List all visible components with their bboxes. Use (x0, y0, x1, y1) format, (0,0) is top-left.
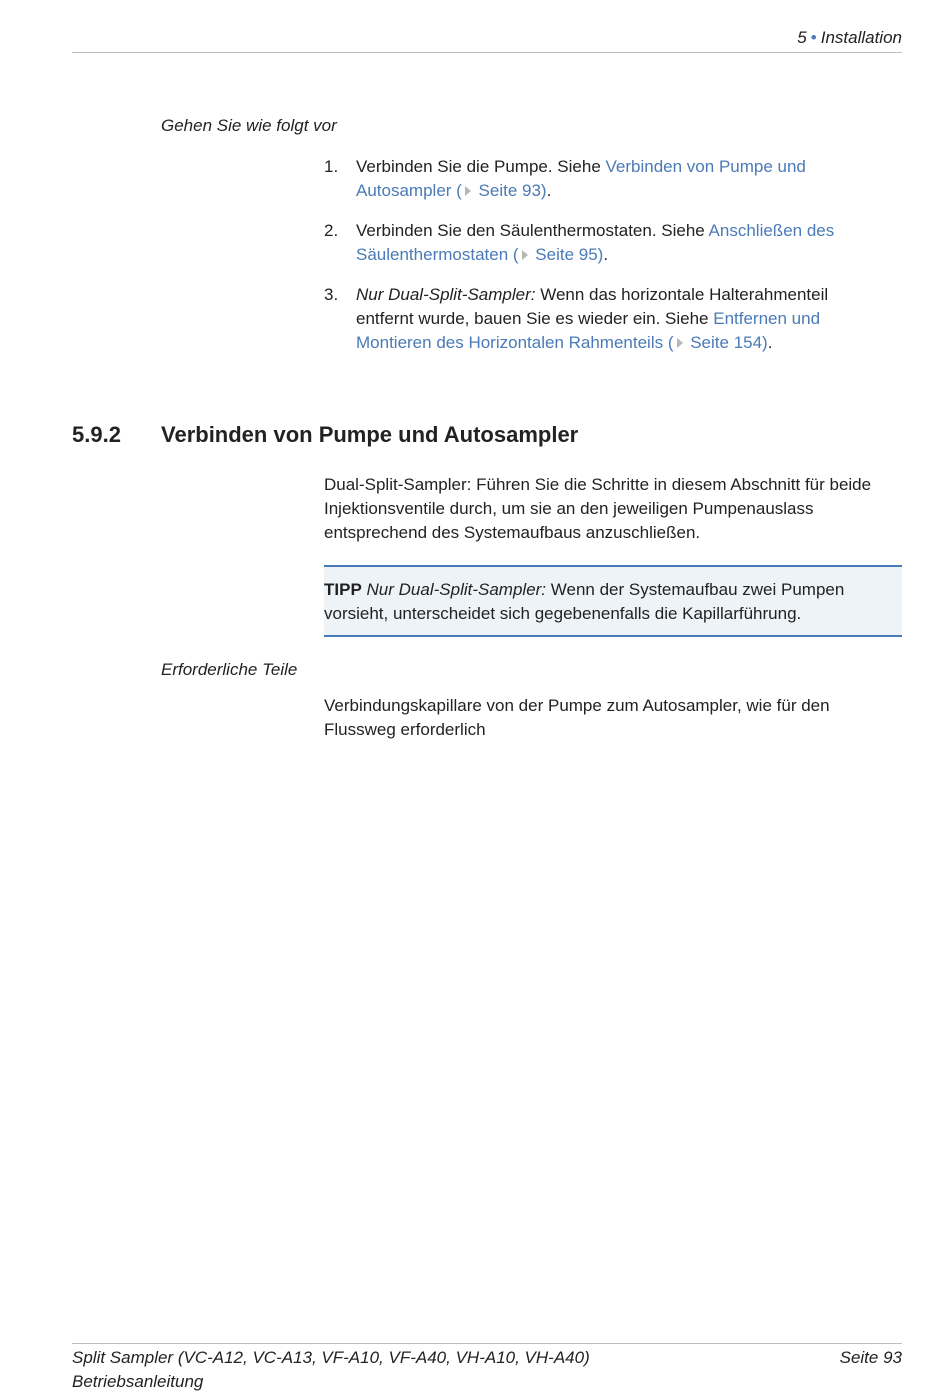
procedure-label: Gehen Sie wie folgt vor (161, 116, 337, 135)
footer-page-number: Seite 93 (839, 1348, 902, 1367)
parts-label: Erforderliche Teile (161, 660, 298, 679)
link-text[interactable]: Anschließen des Säulenthermostaten ( (356, 221, 835, 264)
step-number: 3. (324, 285, 339, 304)
step-end: . (767, 333, 773, 352)
step-end: . (546, 181, 552, 200)
footer-doc-type: Betriebsanleitung (72, 1372, 204, 1391)
page-reference[interactable]: Seite 154) (685, 333, 768, 352)
page-arrow-icon (465, 186, 471, 196)
parts-text: Verbindungskapillare von der Pumpe zum Autosampler, wie für den Flussweg erforderlich (324, 696, 830, 739)
step-text: Wenn das horizontale Halterahmenteil entfernt wurde, bauen Sie es wieder ein. Siehe (356, 285, 829, 328)
page-arrow-icon (522, 250, 528, 260)
bullet-icon: • (810, 28, 817, 47)
step-number: 1. (324, 157, 339, 176)
step-number: 2. (324, 221, 339, 240)
step-text: Verbinden Sie die Pumpe. Siehe (356, 157, 606, 176)
footer-product: Split Sampler (VC-A12, VC-A13, VF-A10, VF-A40, VH-A10, VH-A40) (72, 1348, 590, 1367)
page-header (72, 28, 902, 53)
section-heading (72, 422, 578, 448)
tip-text: Wenn der Systemaufbau zwei Pumpen vorsieht, unterscheidet sich gegebenenfalls die Kapillarführung. (324, 580, 845, 623)
step-2 (324, 219, 884, 267)
page-reference[interactable]: Seite 93) (473, 181, 547, 200)
section-title: Verbinden von Pumpe und Autosampler (161, 422, 579, 447)
link-text[interactable]: Verbinden von Pumpe und Autosampler ( (356, 157, 806, 200)
section-number: 5.9.2 (72, 422, 121, 447)
page-footer (72, 1343, 902, 1394)
step-3 (324, 283, 884, 355)
page-arrow-icon (677, 338, 683, 348)
link-text[interactable]: Entfernen und Montieren des Horizontalen Rahmenteils ( (356, 309, 821, 352)
tip-prefix: Nur Dual-Split-Sampler: (366, 580, 547, 599)
step-text: Verbinden Sie den Säulenthermostaten. Siehe (356, 221, 709, 240)
chapter-title: Installation (820, 28, 902, 47)
section-intro: Dual-Split-Sampler: Führen Sie die Schritte in diesem Abschnitt für beide Injektionsventile durch, um sie an den jeweiligen Pumpenauslass entsprechend des Systemaufbaus anzuschließen. (324, 475, 872, 542)
step-1 (324, 155, 884, 203)
step-prefix: Nur Dual-Split-Sampler: (356, 285, 536, 304)
chapter-heading (797, 28, 902, 48)
tip-label: TIPP (324, 580, 362, 599)
procedure-steps (324, 155, 884, 371)
chapter-number: 5 (797, 28, 807, 47)
tip-box (324, 565, 902, 637)
page-reference[interactable]: Seite 95) (530, 245, 604, 264)
step-end: . (603, 245, 609, 264)
